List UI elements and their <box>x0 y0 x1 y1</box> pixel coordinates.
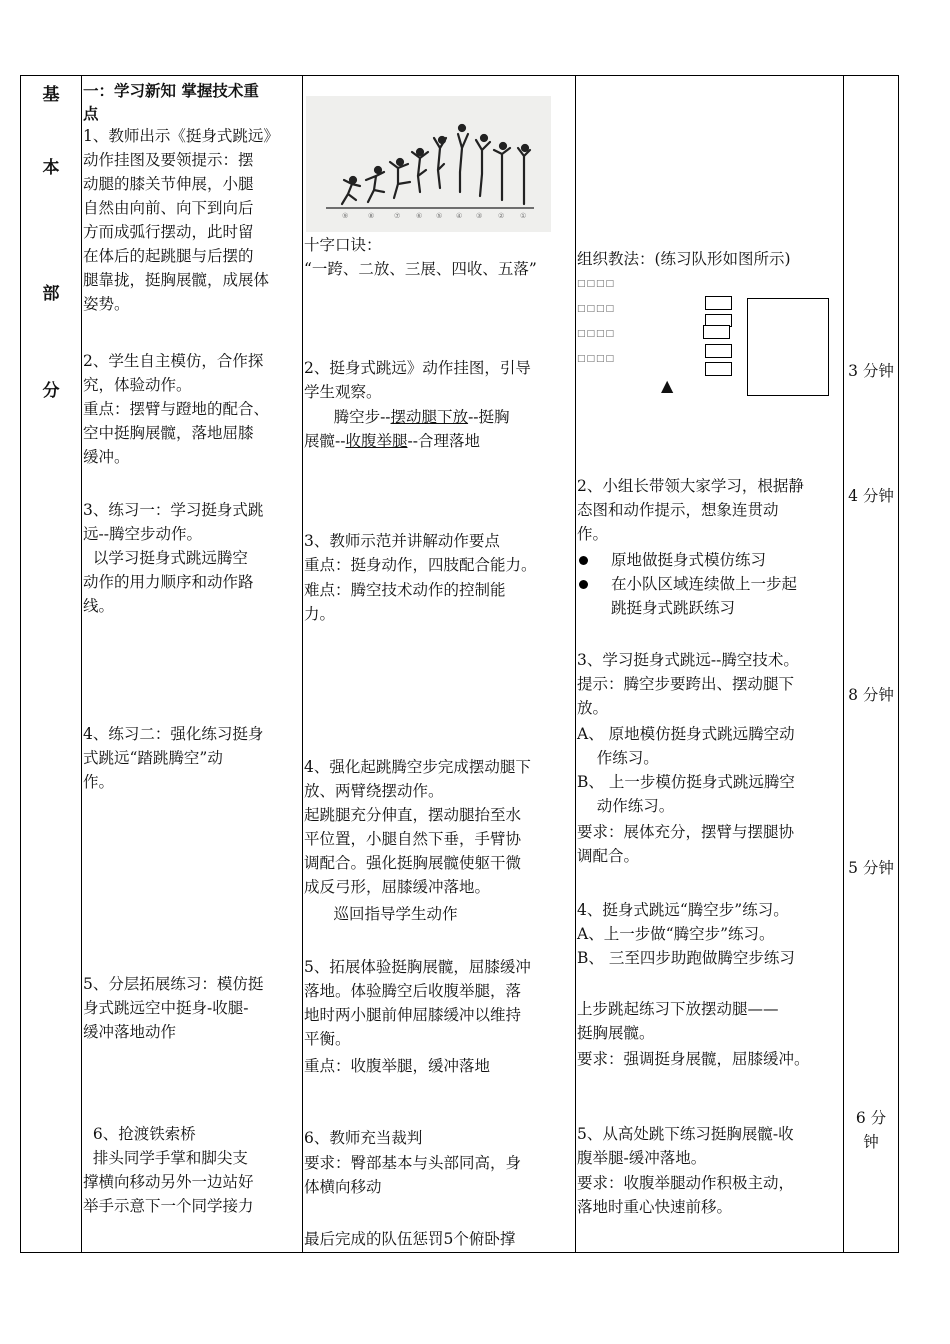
text-run: 展髋-- <box>304 432 346 450</box>
text-run: 腾空步-- <box>333 408 391 426</box>
section-char: 分 <box>42 381 60 401</box>
text-line: 6、抢渡铁索桥 <box>83 1125 196 1143</box>
text-line: 究，体验动作。 <box>83 376 192 394</box>
text-line: “一跨、二放、三展、四收、五落” <box>304 260 537 278</box>
text-line: 成反弓形，屈膝缓冲落地。 <box>304 878 491 896</box>
section-char: 基 <box>42 85 60 105</box>
text-line: 撑横向移动另外一边站好 <box>83 1173 254 1191</box>
section-heading: 一：学习新知 掌握技术重 <box>83 81 259 100</box>
text-run: --合理落地 <box>407 432 480 450</box>
text-line: B、 上一步模仿挺身式跳远腾空 <box>577 773 795 791</box>
text-line: 要求：强调挺身展髋，屈膝缓冲。 <box>577 1050 810 1068</box>
text-line: 式跳远“踏跳腾空”动 <box>83 749 223 767</box>
placeholder-glyphs: □□□□ <box>577 279 616 289</box>
text-line: 难点：腾空技术动作的控制能 <box>304 581 506 599</box>
underlined-text: 摆动腿下放 <box>390 408 469 426</box>
text-line: 调配合。强化挺胸展髋使躯干微 <box>304 854 522 872</box>
text-line: 原地做挺身式模仿练习 <box>611 551 767 569</box>
text-line: 远--腾空步动作。 <box>83 525 202 543</box>
svg-text:⑦: ⑦ <box>394 212 401 220</box>
duration-label: 3 分钟 <box>848 362 894 380</box>
text-line: 要求：展体充分，摆臂与摆腿协 <box>577 823 795 841</box>
section-heading: 点 <box>83 104 99 123</box>
column-divider <box>575 76 576 1252</box>
text-line: 在小队区域连续做上一步起 <box>611 575 798 593</box>
text-line: 挺胸展髋。 <box>577 1024 655 1042</box>
text-line: 落地时重心快速前移。 <box>577 1198 733 1216</box>
svg-text:④: ④ <box>456 212 463 220</box>
text-line: 腹举腿-缓冲落地。 <box>577 1149 707 1167</box>
duration-label: 4 分钟 <box>848 487 894 505</box>
text-line: B、 三至四步助跑做腾空步练习 <box>577 949 795 967</box>
text-line: 5、拓展体验挺胸展髋，屈膝缓冲 <box>304 958 531 976</box>
text-line: 提示：腾空步要跨出、摆动腿下 <box>577 675 795 693</box>
placeholder-glyphs: □□□□ <box>577 304 616 314</box>
teacher-activity-column <box>304 76 574 1252</box>
jump-pit <box>747 298 829 396</box>
svg-text:⑥: ⑥ <box>416 212 423 220</box>
teacher-position-icon: ▲ <box>661 376 674 395</box>
text-line: 3、学习挺身式跳远--腾空技术。 <box>577 651 799 669</box>
text-line: 缓冲。 <box>83 448 130 466</box>
text-line: 地时两小腿前伸屈膝缓冲以维持 <box>304 1006 522 1024</box>
text-line: 上步跳起练习下放摆动腿—— <box>577 1000 779 1018</box>
text-run: --挺胸 <box>468 408 510 426</box>
text-line: 1、教师出示《挺身式跳远》 <box>83 127 279 145</box>
long-jump-illustration <box>306 96 551 232</box>
svg-text:⑧: ⑧ <box>368 212 375 220</box>
text-line: 作练习。 <box>577 749 659 767</box>
formation-box <box>705 344 732 358</box>
lesson-table <box>20 75 899 1253</box>
text-line: A、上一步做“腾空步”练习。 <box>577 925 775 943</box>
text-line <box>304 406 510 430</box>
text-line: 3、教师示范并讲解动作要点 <box>304 532 500 550</box>
text-line: 动作挂图及要领提示：摆 <box>83 151 254 169</box>
svg-text:②: ② <box>498 212 505 220</box>
text-line: 身式跳远空中挺身-收腿- <box>83 999 249 1017</box>
text-line: 2、挺身式跳远》动作挂图，引导 <box>304 359 531 377</box>
text-line: 举手示意下一个同学接力 <box>83 1197 254 1215</box>
text-line: 组织教法：(练习队形如图所示) <box>577 250 791 268</box>
text-line: 放。 <box>577 699 609 717</box>
text-line: 姿势。 <box>83 295 130 313</box>
text-line: 十字口诀： <box>304 236 382 254</box>
organization-method-column <box>577 76 842 1252</box>
text-line: 线。 <box>83 597 115 615</box>
text-line: 5、从高处跳下练习挺胸展髋-收 <box>577 1125 794 1143</box>
text-line: 要求：臀部基本与头部同高，身 <box>304 1154 522 1172</box>
text-line: 5、分层拓展练习：模仿挺 <box>83 975 264 993</box>
text-line: 学生观察。 <box>304 383 382 401</box>
text-line: 4、强化起跳腾空步完成摆动腿下 <box>304 758 531 776</box>
text-line: 巡回指导学生动作 <box>304 905 458 923</box>
formation-box <box>703 325 730 339</box>
text-line: 2、学生自主模仿，合作探 <box>83 352 264 370</box>
text-line: 落地。体验腾空后收腹举腿，落 <box>304 982 522 1000</box>
text-line: 在体后的起跳腿与后摆的 <box>83 247 254 265</box>
text-line: 腿靠拢，挺胸展髋，成展体 <box>83 271 270 289</box>
text-line: A、 原地模仿挺身式跳远腾空动 <box>577 725 795 743</box>
duration-label: 钟 <box>863 1133 879 1151</box>
text-line: 方而成弧行摆动，此时留 <box>83 223 254 241</box>
text-line: 4、挺身式跳远“腾空步”练习。 <box>577 901 789 919</box>
text-line: 最后完成的队伍惩罚5个俯卧撑 <box>304 1230 516 1248</box>
placeholder-glyphs: □□□□ <box>577 329 616 339</box>
text-line: 3、练习一：学习挺身式跳 <box>83 501 264 519</box>
text-line: 作。 <box>83 773 115 791</box>
text-line: 平位置，小腿自然下垂，手臂协 <box>304 830 522 848</box>
text-line: 6、教师充当裁判 <box>304 1129 423 1147</box>
duration-label: 6 分 <box>855 1109 887 1127</box>
svg-text:③: ③ <box>476 212 483 220</box>
text-line: 重点：摆臂与蹬地的配合、 <box>83 400 270 418</box>
text-line: 2、小组长带领大家学习，根据静 <box>577 477 804 495</box>
section-char: 部 <box>42 284 60 304</box>
text-line: 动腿的膝关节伸展，小腿 <box>83 175 254 193</box>
svg-text:⑤: ⑤ <box>436 212 443 220</box>
text-line: 以学习挺身式跳远腾空 <box>83 549 248 567</box>
text-line: 空中挺胸展髋，落地屈膝 <box>83 424 254 442</box>
duration-label: 8 分钟 <box>848 686 894 704</box>
indent <box>304 408 334 426</box>
column-divider <box>81 76 82 1252</box>
placeholder-glyphs: □□□□ <box>577 354 616 364</box>
teaching-content-column <box>83 76 301 1252</box>
text-line: 排头同学手掌和脚尖支 <box>83 1149 248 1167</box>
formation-box <box>705 296 732 310</box>
column-divider <box>302 76 303 1252</box>
bullet-icon <box>579 580 588 589</box>
underlined-text: 收腹举腿 <box>345 432 408 450</box>
text-line: 重点：收腹举腿，缓冲落地 <box>304 1057 491 1075</box>
text-line: 要求：收腹举腿动作积极主动， <box>577 1174 795 1192</box>
svg-text:①: ① <box>520 212 527 220</box>
text-line: 动作的用力顺序和动作路 <box>83 573 254 591</box>
text-line: 动作练习。 <box>577 797 675 815</box>
duration-label: 5 分钟 <box>848 859 894 877</box>
text-line: 自然由向前、向下到向后 <box>83 199 254 217</box>
column-divider <box>843 76 844 1252</box>
text-line: 力。 <box>304 605 336 623</box>
text-line: 作。 <box>577 525 609 543</box>
text-line: 态图和动作提示，想象连贯动 <box>577 501 779 519</box>
text-line: 起跳腿充分伸直，摆动腿抬至水 <box>304 806 522 824</box>
text-line: 缓冲落地动作 <box>83 1023 177 1041</box>
text-line: 调配合。 <box>577 847 640 865</box>
text-line: 4、练习二：强化练习挺身 <box>83 725 264 743</box>
text-line <box>304 430 480 454</box>
text-line: 平衡。 <box>304 1030 351 1048</box>
section-char: 本 <box>42 158 60 178</box>
text-line: 体横向移动 <box>304 1178 382 1196</box>
text-line: 重点：挺身动作，四肢配合能力。 <box>304 556 537 574</box>
formation-box <box>705 362 732 376</box>
text-line: 跳挺身式跳跃练习 <box>611 599 736 617</box>
svg-text:⑨: ⑨ <box>342 212 349 220</box>
bullet-icon <box>579 556 588 565</box>
text-line: 放、两臂绕摆动作。 <box>304 782 444 800</box>
